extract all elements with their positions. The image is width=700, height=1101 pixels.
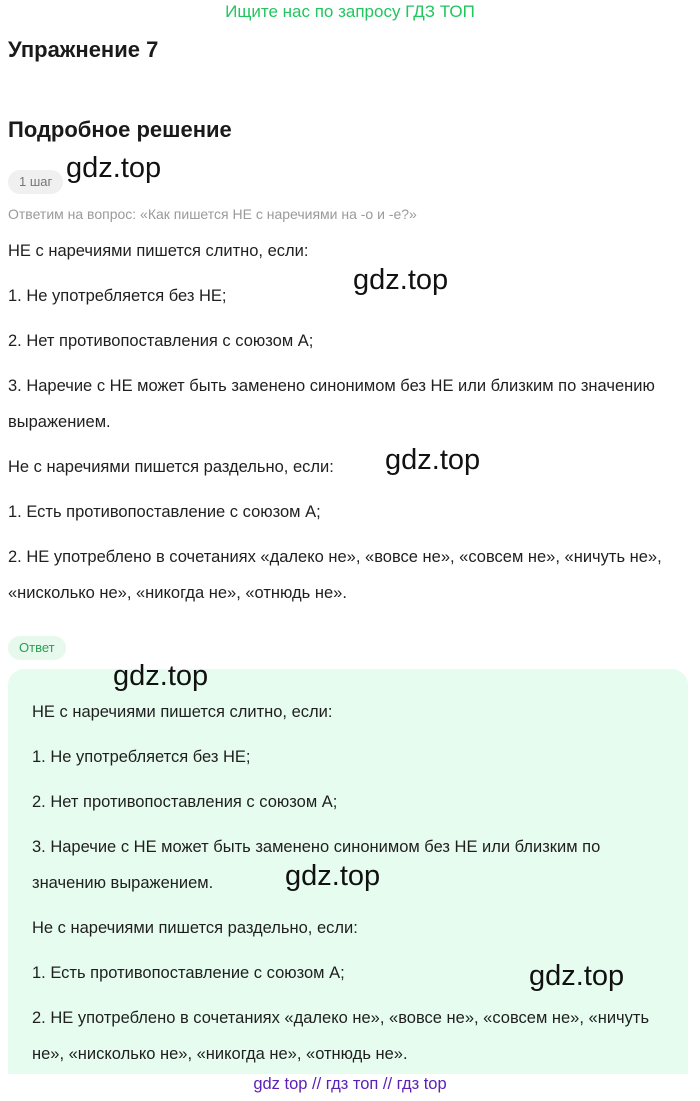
answer-line: НЕ с наречиями пишется слитно, если: (32, 703, 333, 721)
solution-heading: Подробное решение (8, 117, 232, 142)
solution-line: 1. Есть противопоставление с союзом А; (8, 503, 321, 521)
answer-line: 1. Есть противопоставление с союзом А; (32, 964, 345, 982)
solution-line: НЕ с наречиями пишется слитно, если: (8, 242, 309, 260)
watermark: gdz.top (113, 660, 209, 692)
answer-line: Не с наречиями пишется раздельно, если: (32, 919, 358, 937)
answer-line: 3. Наречие с НЕ может быть заменено синонимом без НЕ или близким по значению выражением. (32, 838, 601, 892)
solution-line: 3. Наречие с НЕ может быть заменено синонимом без НЕ или близким по значению выражением. (8, 377, 655, 431)
watermark: gdz.top (385, 444, 481, 476)
solution-line: 1. Не употребляется без НЕ; (8, 287, 227, 305)
answer-line: 2. Нет противопоставления с союзом А; (32, 793, 338, 811)
watermark: gdz.top (285, 860, 381, 892)
footer-links[interactable]: gdz top // гдз топ // гдз top (253, 1075, 447, 1093)
solution-line: 2. НЕ употреблено в сочетаниях «далеко не», «вовсе не», «совсем не», «ничуть не», «нисколько не», «никогда не», «отнюдь не». (8, 548, 662, 602)
watermark: gdz.top (529, 960, 625, 992)
step-badge: 1 шаг (8, 170, 63, 194)
watermark: gdz.top (353, 264, 449, 296)
step-question: Ответим на вопрос: «Как пишется НЕ с наречиями на -о и -е?» (8, 206, 417, 222)
answer-line: 1. Не употребляется без НЕ; (32, 748, 251, 766)
solution-line: 2. Нет противопоставления с союзом А; (8, 332, 314, 350)
search-hint-banner: Ищите нас по запросу ГДЗ ТОП (225, 2, 475, 21)
exercise-title: Упражнение 7 (8, 37, 159, 62)
solution-line: Не с наречиями пишется раздельно, если: (8, 458, 334, 476)
answer-badge: Ответ (8, 636, 66, 660)
answer-line: 2. НЕ употреблено в сочетаниях «далеко не», «вовсе не», «совсем не», «ничуть не», «нисколько не», «никогда не», «отнюдь не». (32, 1009, 650, 1063)
watermark: gdz.top (66, 152, 162, 184)
